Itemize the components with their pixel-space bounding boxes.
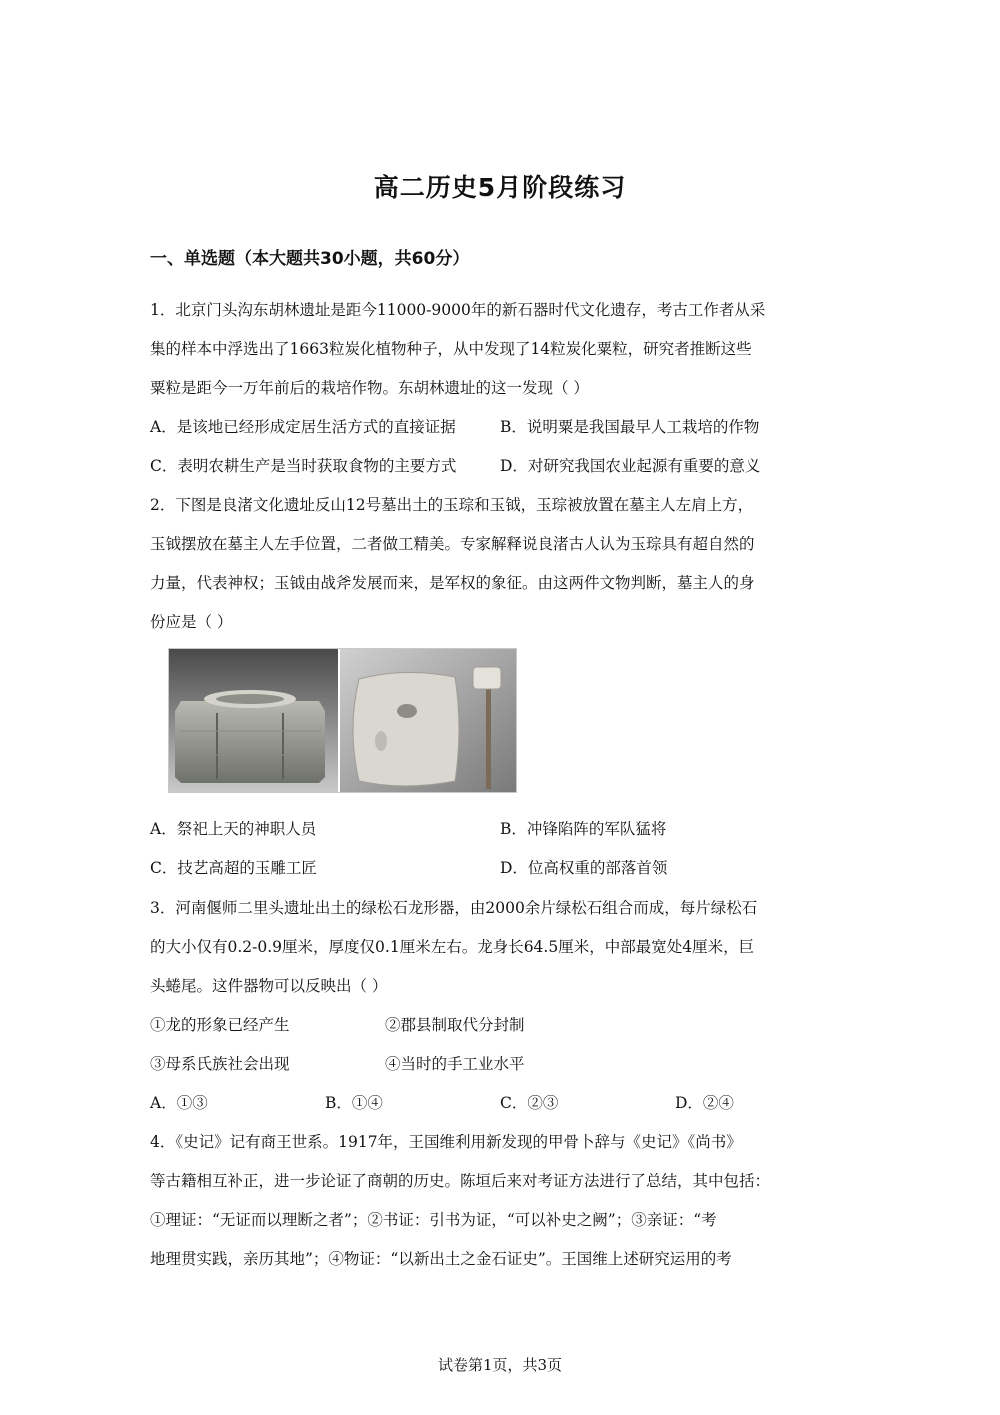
q3-stem-line-3: 头蜷尾。这件器物可以反映出（ ） [150, 977, 388, 995]
q1-option-c: C．表明农耕生产是当时获取食物的主要方式 [150, 457, 457, 475]
q2-option-d: D．位高权重的部落首领 [500, 859, 668, 877]
section-heading: 一、单选题（本大题共30小题，共60分） [150, 249, 470, 269]
q2-stem-line-1: 2．下图是良渚文化遗址反山12号墓出土的玉琮和玉钺，玉琮被放置在墓主人左肩上方， [150, 496, 754, 514]
page-footer: 试卷第1页，共3页 [437, 1356, 563, 1374]
jade-artifacts-photo [168, 648, 517, 793]
q3-item-1: ①龙的形象已经产生 [150, 1016, 290, 1034]
q3-option-a: A．①③ [150, 1094, 208, 1112]
q3-stem-line-2: 的大小仅有0.2-0.9厘米，厚度仅0.1厘米左右。龙身长64.5厘米，中部最宽处4厘米，巨 [150, 938, 755, 956]
q4-stem-line-3: ①理证：“无证而以理断之者”；②书证：引书为证，“可以补史之阙”；③亲证：“考 [150, 1211, 717, 1229]
q1-stem-line-3: 粟粒是距今一万年前后的栽培作物。东胡林遗址的这一发现（ ） [150, 379, 589, 397]
q3-option-d: D．②④ [675, 1094, 734, 1112]
q1-option-d: D．对研究我国农业起源有重要的意义 [500, 457, 761, 475]
q2-option-c: C．技艺高超的玉雕工匠 [150, 859, 317, 877]
q4-stem-line-2: 等古籍相互补正，进一步论证了商朝的历史。陈垣后来对考证方法进行了总结，其中包括： [150, 1172, 771, 1190]
q2-option-b: B．冲锋陷阵的军队猛将 [500, 820, 667, 838]
jade-artifacts-illustration [169, 649, 516, 792]
q2-stem-line-4: 份应是（ ） [150, 613, 233, 631]
q3-item-4: ④当时的手工业水平 [385, 1055, 525, 1073]
jade-cong-image [175, 690, 325, 783]
q2-option-a: A．祭祀上天的神职人员 [150, 820, 317, 838]
q3-item-3: ③母系氏族社会出现 [150, 1055, 290, 1073]
page-title: 高二历史5月阶段练习 [373, 173, 627, 202]
q3-option-c: C．②③ [500, 1094, 559, 1112]
q3-item-2: ②郡县制取代分封制 [385, 1016, 525, 1034]
q3-stem-line-1: 3．河南偃师二里头遗址出土的绿松石龙形器，由2000余片绿松石组合而成，每片绿松石 [150, 899, 758, 917]
q1-option-b: B．说明粟是我国最早人工栽培的作物 [500, 418, 760, 436]
q4-stem-line-4: 地理贯实践，亲历其地”；④物证：“以新出土之金石证史”。王国维上述研究运用的考 [150, 1250, 732, 1268]
q2-stem-line-2: 玉钺摆放在墓主人左手位置，二者做工精美。专家解释说良渚古人认为玉琮具有超自然的 [150, 535, 755, 553]
q3-option-b: B．①④ [325, 1094, 383, 1112]
q1-option-a: A．是该地已经形成定居生活方式的直接证据 [150, 418, 456, 436]
q1-stem-line-1: 1．北京门头沟东胡林遗址是距今11000-9000年的新石器时代文化遗存，考古工作者从采 [150, 301, 766, 319]
q2-stem-line-3: 力量，代表神权；玉钺由战斧发展而来，是军权的象征。由这两件文物判断，墓主人的身 [150, 574, 755, 592]
q4-stem-line-1: 4．《史记》记有商王世系。1917年，王国维利用新发现的甲骨卜辞与《史记》《尚书》 [150, 1133, 742, 1151]
q1-stem-line-2: 集的样本中浮选出了1663粒炭化植物种子，从中发现了14粒炭化粟粒，研究者推断这些 [150, 340, 752, 358]
